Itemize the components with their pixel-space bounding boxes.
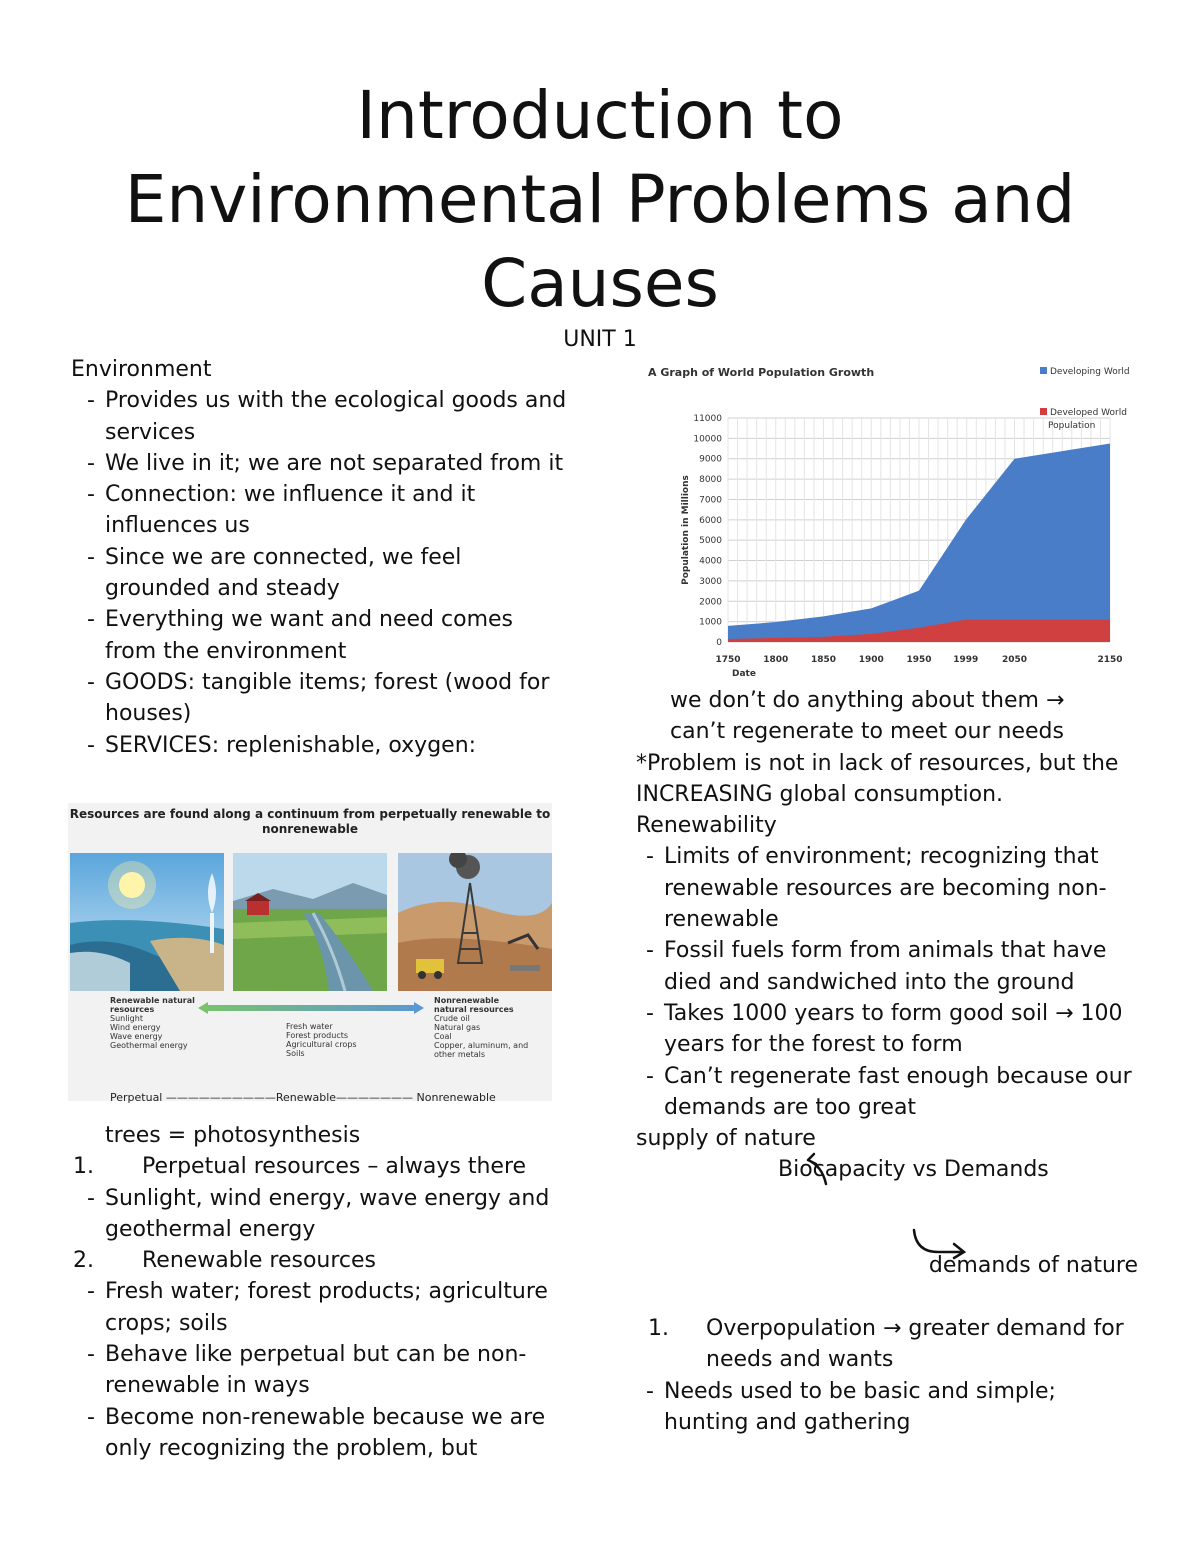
list-item: - Become non-renewable because we are only recognizing the problem, but xyxy=(71,1402,571,1465)
handwritten-arrow-icon xyxy=(800,1150,840,1190)
y-tick-label: 11000 xyxy=(693,414,722,424)
y-tick-label: 3000 xyxy=(699,576,722,587)
list-item: - Fossil fuels form from animals that have died and sandwiched into the ground xyxy=(630,935,1146,998)
numbered-item-renewable: 2. Renewable resources xyxy=(73,1248,377,1274)
resource-continuum-figure xyxy=(68,803,552,1108)
chart-title: A Graph of World Population Growth xyxy=(648,366,875,379)
nonrenewable-list xyxy=(434,996,534,1059)
list-item: - Sunlight, wind energy, wave energy and geothermal energy xyxy=(71,1183,571,1246)
x-tick-label: 1950 xyxy=(906,655,932,665)
page-title xyxy=(0,74,1200,326)
list-item: - SERVICES: replenishable, oxygen: xyxy=(71,730,571,761)
list-item: Copper, aluminum, and other metals xyxy=(434,1041,529,1059)
title-line-3: Causes xyxy=(481,245,719,322)
continuation-line-2: can’t regenerate to meet our needs xyxy=(670,719,1064,745)
legend-label: Developing World xyxy=(1050,367,1130,377)
list-item: Agricultural crops xyxy=(286,1040,357,1049)
nonrenewable-list-heading: Nonrenewable natural resources xyxy=(434,996,514,1014)
list-item: - Connection: we influence it and it influences us xyxy=(71,479,571,542)
supply-of-nature: supply of nature xyxy=(636,1126,816,1152)
list-item: Soils xyxy=(286,1049,305,1058)
list-item: - Everything we want and need comes from the environment xyxy=(71,604,571,667)
list-item: - Limits of environment; recognizing that renewable resources are becoming non-renewable xyxy=(630,841,1146,935)
list-item: - GOODS: tangible items; forest (wood for houses) xyxy=(71,667,571,730)
left-column-top xyxy=(71,354,571,761)
legend-swatch xyxy=(1040,408,1047,415)
y-tick-label: 8000 xyxy=(699,475,722,486)
nonrenewable-panel-image xyxy=(398,853,552,991)
title-line-2: Environmental Problems and xyxy=(124,161,1076,238)
trees-note: trees = photosynthesis xyxy=(105,1123,361,1148)
list-item: Forest products xyxy=(286,1031,349,1040)
list-item: - Behave like perpetual but can be non-renewable in ways xyxy=(71,1339,571,1402)
right-column-bottom xyxy=(636,1313,1146,1438)
list-item: Wind energy xyxy=(110,1023,161,1032)
y-tick-label: 5000 xyxy=(699,536,722,547)
legend-label: Population xyxy=(1048,421,1096,431)
list-item: Fresh water xyxy=(286,1022,333,1031)
continuation-line-1: we don’t do anything about them → xyxy=(670,688,1065,713)
x-tick-label: 1850 xyxy=(810,655,837,665)
x-tick-label: 2050 xyxy=(1001,655,1028,665)
list-item: - Needs used to be basic and simple; hunting and gathering xyxy=(630,1376,1146,1439)
chart-svg xyxy=(640,360,1140,685)
continuum-scale: Perpetual ——————————Renewable——————— Nonrenewable xyxy=(110,1091,496,1104)
environment-list xyxy=(71,385,571,761)
renewable-resources-list xyxy=(71,1276,571,1464)
legend-swatch xyxy=(1040,367,1047,374)
legend-label: Developed World xyxy=(1050,408,1127,418)
list-item: - Can’t regenerate fast enough because our demands are too great xyxy=(630,1061,1146,1124)
unit-label: UNIT 1 xyxy=(563,327,637,352)
list-item: Sunlight xyxy=(110,1014,143,1023)
x-tick-label: 1800 xyxy=(763,655,789,665)
right-column xyxy=(636,685,1146,1186)
biocapacity-heading: Biocapacity vs Demands xyxy=(778,1157,1049,1183)
renewable-list-heading: Renewable natural resources xyxy=(110,996,195,1014)
figure-title: Resources are found along a continuum from perpetually renewable to nonrenewable xyxy=(69,807,551,836)
problem-statement: *Problem is not in lack of resources, but the INCREASING global consumption. xyxy=(636,750,1119,807)
demands-of-nature: demands of nature xyxy=(928,1253,1138,1278)
x-tick-label: 1750 xyxy=(715,655,741,665)
renewable-panel-image xyxy=(233,853,387,991)
y-tick-label: 6000 xyxy=(699,515,722,526)
list-item: Natural gas xyxy=(434,1023,481,1032)
y-axis-label: Population in Millions xyxy=(681,475,691,585)
y-tick-label: 9000 xyxy=(699,454,722,465)
list-item: - Since we are connected, we feel grounded and steady xyxy=(71,542,571,605)
title-line-1: Introduction to xyxy=(356,77,844,154)
list-item: - We live in it; we are not separated from it xyxy=(71,448,571,479)
list-item: Coal xyxy=(434,1032,452,1041)
x-tick-label: 1900 xyxy=(858,655,884,665)
x-tick-label: 2150 xyxy=(1097,655,1123,665)
numbered-item-perpetual: 1. Perpetual resources – always there xyxy=(73,1154,527,1180)
y-tick-label: 1000 xyxy=(699,617,722,628)
renewability-list xyxy=(630,841,1146,1123)
continuum-arrow xyxy=(198,1002,424,1014)
y-tick-label: 7000 xyxy=(699,495,722,506)
y-tick-label: 4000 xyxy=(699,556,722,567)
x-tick-label: 1999 xyxy=(953,655,979,665)
demands-label-block xyxy=(918,1250,1138,1281)
list-item: - Fresh water; forest products; agriculture crops; soils xyxy=(71,1276,571,1339)
numbered-item-overpopulation: 1. Overpopulation → greater demand for needs and wants xyxy=(648,1316,1124,1373)
overpopulation-list xyxy=(630,1376,1146,1439)
x-axis-label: Date xyxy=(732,669,756,679)
middle-list xyxy=(286,1022,376,1058)
renewable-list xyxy=(110,996,210,1050)
population-chart xyxy=(640,360,1140,685)
list-item: Wave energy xyxy=(110,1032,163,1041)
list-item: Crude oil xyxy=(434,1014,470,1023)
sunlight-panel-image xyxy=(70,853,224,991)
list-item: - Takes 1000 years to form good soil → 100 years for the forest to form xyxy=(630,998,1146,1061)
section-heading-renewability: Renewability xyxy=(636,813,777,839)
section-heading-environment: Environment xyxy=(71,357,212,382)
perpetual-list xyxy=(71,1183,571,1246)
list-item: - Provides us with the ecological goods and services xyxy=(71,385,571,448)
y-tick-label: 0 xyxy=(716,638,722,648)
y-tick-label: 2000 xyxy=(699,597,722,608)
list-item: Geothermal energy xyxy=(110,1041,188,1050)
y-tick-label: 10000 xyxy=(693,434,722,445)
left-column-bottom xyxy=(71,1120,571,1464)
